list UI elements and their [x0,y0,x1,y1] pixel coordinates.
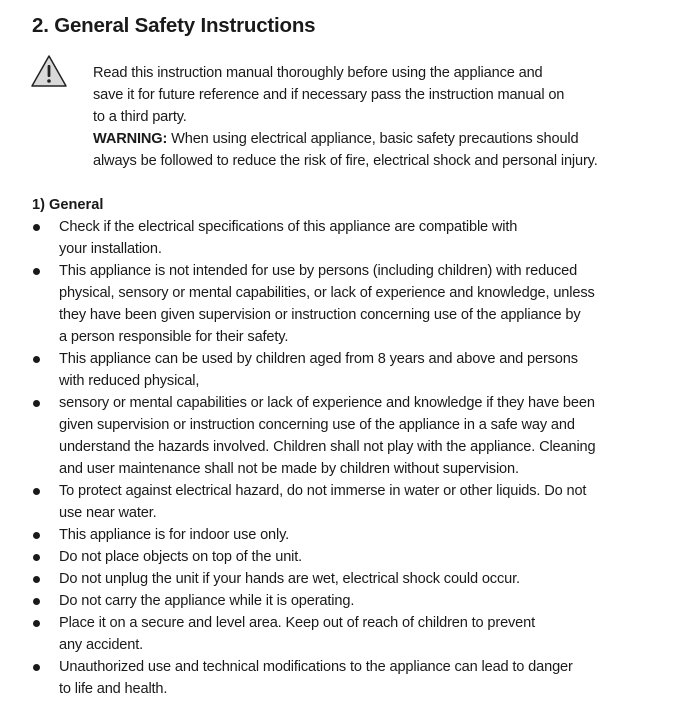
list-item [32,590,652,612]
warning-label: WARNING: [93,131,168,147]
safety-list [32,216,652,700]
list-item [32,480,652,524]
list-item [32,612,652,656]
list-item-line: physical, sensory or mental capabilities, or lack of experience and knowledge, unless [59,285,595,301]
list-item-line: Unauthorized use and technical modifications to the appliance can lead to danger [59,659,573,675]
list-item-line: to life and health. [59,681,168,697]
bullet-icon [33,224,40,231]
list-item [32,568,652,590]
list-item-line: Do not place objects on top of the unit. [59,549,303,565]
bullet-icon [33,488,40,495]
intro-line: to a third party. [93,109,187,125]
list-item [32,392,652,480]
list-item-line: use near water. [59,505,157,521]
bullet-icon [33,268,40,275]
list-item-line: any accident. [59,637,144,653]
list-item-line: Do not carry the appliance while it is operating. [59,593,355,609]
bullet-icon [33,620,40,627]
list-item-line: This appliance is not intended for use by persons (including children) with reduced [59,263,578,279]
list-item-line: Place it on a secure and level area. Keep out of reach of children to prevent [59,615,536,631]
list-item [32,656,652,700]
list-item [32,546,652,568]
list-item-line: your installation. [59,241,162,257]
intro-line: save it for future reference and if necessary pass the instruction manual on [93,87,565,103]
list-item [32,260,652,348]
bullet-icon [33,400,40,407]
bullet-icon [33,576,40,583]
page-title: 2. General Safety Instructions [32,14,316,37]
intro-notice [93,62,663,172]
list-item-line: Do not unplug the unit if your hands are wet, electrical shock could occur. [59,571,520,587]
list-item [32,216,652,260]
bullet-icon [33,554,40,561]
list-item [32,348,652,392]
list-item-line: This appliance is for indoor use only. [59,527,290,543]
warning-line [93,128,663,150]
intro-line: Read this instruction manual thoroughly before using the appliance and [93,65,543,81]
list-item-line: they have been given supervision or instruction concerning use of the appliance by [59,307,581,323]
warning-line: always be followed to reduce the risk of fire, electrical shock and personal injury. [93,153,598,169]
list-item-line: To protect against electrical hazard, do not immerse in water or other liquids. Do not [59,483,587,499]
bullet-icon [33,664,40,671]
list-item-line: Check if the electrical specifications of this appliance are compatible with [59,219,518,235]
list-item-line: sensory or mental capabilities or lack of experience and knowledge if they have been [59,395,595,411]
list-item-line: a person responsible for their safety. [59,329,289,345]
bullet-icon [33,598,40,605]
list-item [32,524,652,546]
warning-triangle-icon [30,54,68,88]
section-heading: 1) General [32,197,104,213]
warning-text: When using electrical appliance, basic safety precautions should [167,131,579,147]
list-item-line: This appliance can be used by children aged from 8 years and above and persons [59,351,578,367]
bullet-icon [33,532,40,539]
list-item-line: given supervision or instruction concerning use of the appliance in a safe way and [59,417,575,433]
list-item-line: and user maintenance shall not be made by children without supervision. [59,461,519,477]
list-item-line: with reduced physical, [59,373,200,389]
bullet-icon [33,356,40,363]
list-item-line: understand the hazards involved. Children shall not play with the appliance. Cleaning [59,439,596,455]
